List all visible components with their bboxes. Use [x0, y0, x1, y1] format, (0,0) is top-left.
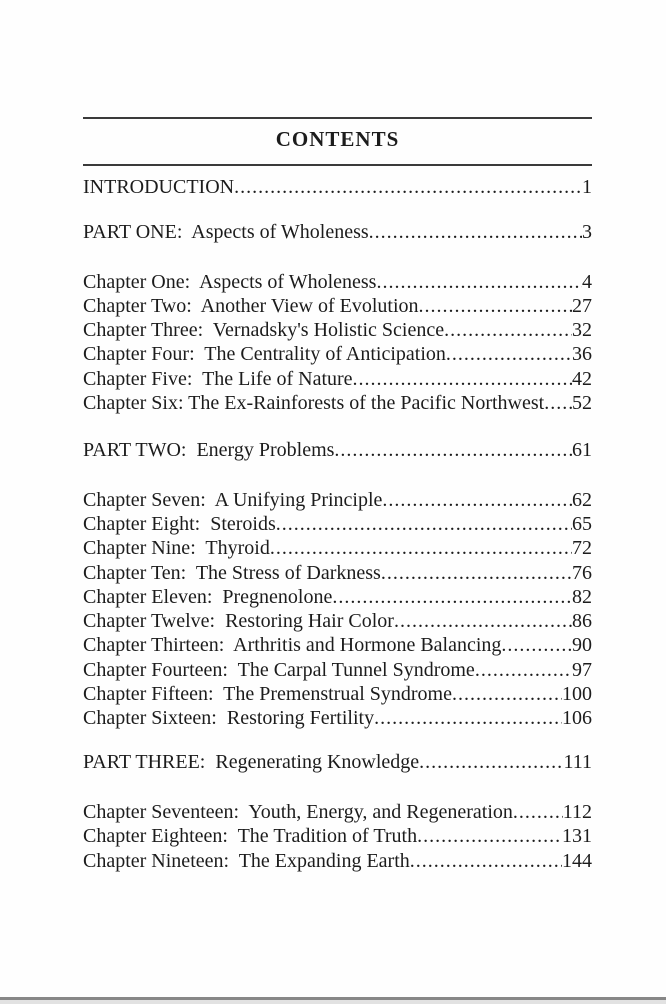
page-number: 3 [582, 221, 592, 244]
table-of-contents [83, 175, 592, 873]
dot-leader [410, 849, 562, 873]
toc-entry [83, 294, 592, 318]
toc-entry [83, 585, 592, 609]
toc-entry-label: INTRODUCTION [83, 176, 235, 198]
toc-entry-label: Chapter Six: The Ex-Rainforests of the Pacific Northwest [83, 392, 545, 415]
page-number: 111 [563, 750, 592, 773]
dot-leader [417, 824, 562, 848]
toc-entry [83, 682, 592, 706]
dot-leader [381, 561, 572, 585]
toc-part-label: PART TWO: Energy Problems [83, 439, 335, 462]
page-number: 97 [572, 658, 592, 681]
page-number: 82 [572, 585, 592, 608]
dot-leader [276, 512, 572, 536]
toc-entry [83, 633, 592, 657]
page-bottom-scan-shadow [0, 1000, 666, 1004]
toc-entry [83, 536, 592, 560]
part-one-chapters [83, 270, 592, 416]
part-two-chapters [83, 488, 592, 731]
page-number: 76 [572, 561, 592, 584]
page-number: 62 [572, 488, 592, 511]
toc-entry-introduction [83, 175, 592, 199]
toc-part-heading [83, 220, 592, 244]
toc-part-heading [83, 438, 592, 462]
page-number: 86 [572, 610, 592, 633]
toc-entry-label: Chapter One: Aspects of Wholeness [83, 270, 377, 293]
dot-leader [544, 391, 572, 415]
dot-leader [452, 682, 562, 706]
toc-entry [83, 488, 592, 512]
page-title: CONTENTS [275, 127, 400, 151]
toc-entry [83, 800, 592, 824]
toc-entry-label: Chapter Twelve: Restoring Hair Color [83, 610, 394, 633]
part-three-chapters [83, 800, 592, 873]
toc-entry-label: Chapter Two: Another View of Evolution [83, 294, 419, 317]
page-number: 32 [572, 319, 592, 342]
page-number: 27 [572, 294, 592, 317]
toc-entry [83, 318, 592, 342]
dot-leader [446, 342, 572, 366]
dot-leader [382, 488, 572, 512]
dot-leader [353, 367, 572, 391]
page-number: 61 [572, 439, 592, 462]
toc-entry-label: Chapter Nine: Thyroid [83, 537, 270, 560]
dot-leader [419, 750, 563, 774]
toc-entry [83, 849, 592, 873]
page-number: 36 [572, 343, 592, 366]
toc-entry [83, 391, 592, 415]
toc-entry-label: Chapter Eighteen: The Tradition of Truth [83, 825, 418, 848]
page-number: 1 [582, 176, 592, 198]
title-rule [83, 164, 592, 166]
toc-entry [83, 561, 592, 585]
dot-leader [270, 536, 572, 560]
contents-block [83, 117, 592, 873]
toc-entry-label: Chapter Three: Vernadsky's Holistic Science [83, 319, 445, 342]
toc-entry [83, 367, 592, 391]
dot-leader [376, 270, 582, 294]
dot-leader [419, 294, 572, 318]
toc-entry-label: Chapter Fourteen: The Carpal Tunnel Syndrome [83, 658, 475, 681]
dot-leader [501, 633, 572, 657]
page-number: 65 [572, 512, 592, 535]
page-number: 100 [562, 683, 592, 706]
toc-entry [83, 609, 592, 633]
toc-entry [83, 512, 592, 536]
dot-leader [444, 318, 572, 342]
page-number: 106 [562, 707, 592, 730]
toc-part-label: PART ONE: Aspects of Wholeness [83, 221, 369, 244]
page-number: 52 [572, 392, 592, 415]
top-rule [83, 117, 592, 119]
dot-leader [369, 220, 582, 244]
toc-entry-label: Chapter Eleven: Pregnenolone [83, 585, 333, 608]
toc-part-heading [83, 750, 592, 774]
dot-leader [332, 585, 572, 609]
toc-entry-label: Chapter Seven: A Unifying Principle [83, 488, 383, 511]
toc-entry [83, 706, 592, 730]
toc-entry-label: Chapter Sixteen: Restoring Fertility [83, 707, 375, 730]
dot-leader [475, 658, 572, 682]
toc-entry [83, 824, 592, 848]
toc-part-label: PART THREE: Regenerating Knowledge [83, 750, 420, 773]
toc-entry [83, 270, 592, 294]
dot-leader [394, 609, 572, 633]
dot-leader [374, 706, 562, 730]
page-number: 72 [572, 537, 592, 560]
page-number: 131 [562, 825, 592, 848]
toc-entry-label: Chapter Ten: The Stress of Darkness [83, 561, 381, 584]
page-number: 4 [582, 270, 592, 293]
page-number: 90 [572, 634, 592, 657]
toc-entry-label: Chapter Fifteen: The Premenstrual Syndrome [83, 683, 452, 706]
toc-entry-label: Chapter Five: The Life of Nature [83, 367, 353, 390]
toc-entry-label: Chapter Four: The Centrality of Anticipation [83, 343, 446, 366]
toc-entry-label: Chapter Eight: Steroids [83, 512, 276, 535]
dot-leader [234, 175, 582, 199]
toc-entry [83, 658, 592, 682]
toc-entry-label: Chapter Nineteen: The Expanding Earth [83, 849, 410, 872]
page-number: 144 [562, 849, 592, 872]
toc-entry-label: Chapter Thirteen: Arthritis and Hormone Balancing [83, 634, 502, 657]
toc-entry-label: Chapter Seventeen: Youth, Energy, and Regeneration [83, 800, 513, 823]
dot-leader [513, 800, 563, 824]
page-number: 112 [562, 800, 592, 823]
dot-leader [334, 438, 572, 462]
page-number: 42 [572, 367, 592, 390]
toc-entry [83, 342, 592, 366]
